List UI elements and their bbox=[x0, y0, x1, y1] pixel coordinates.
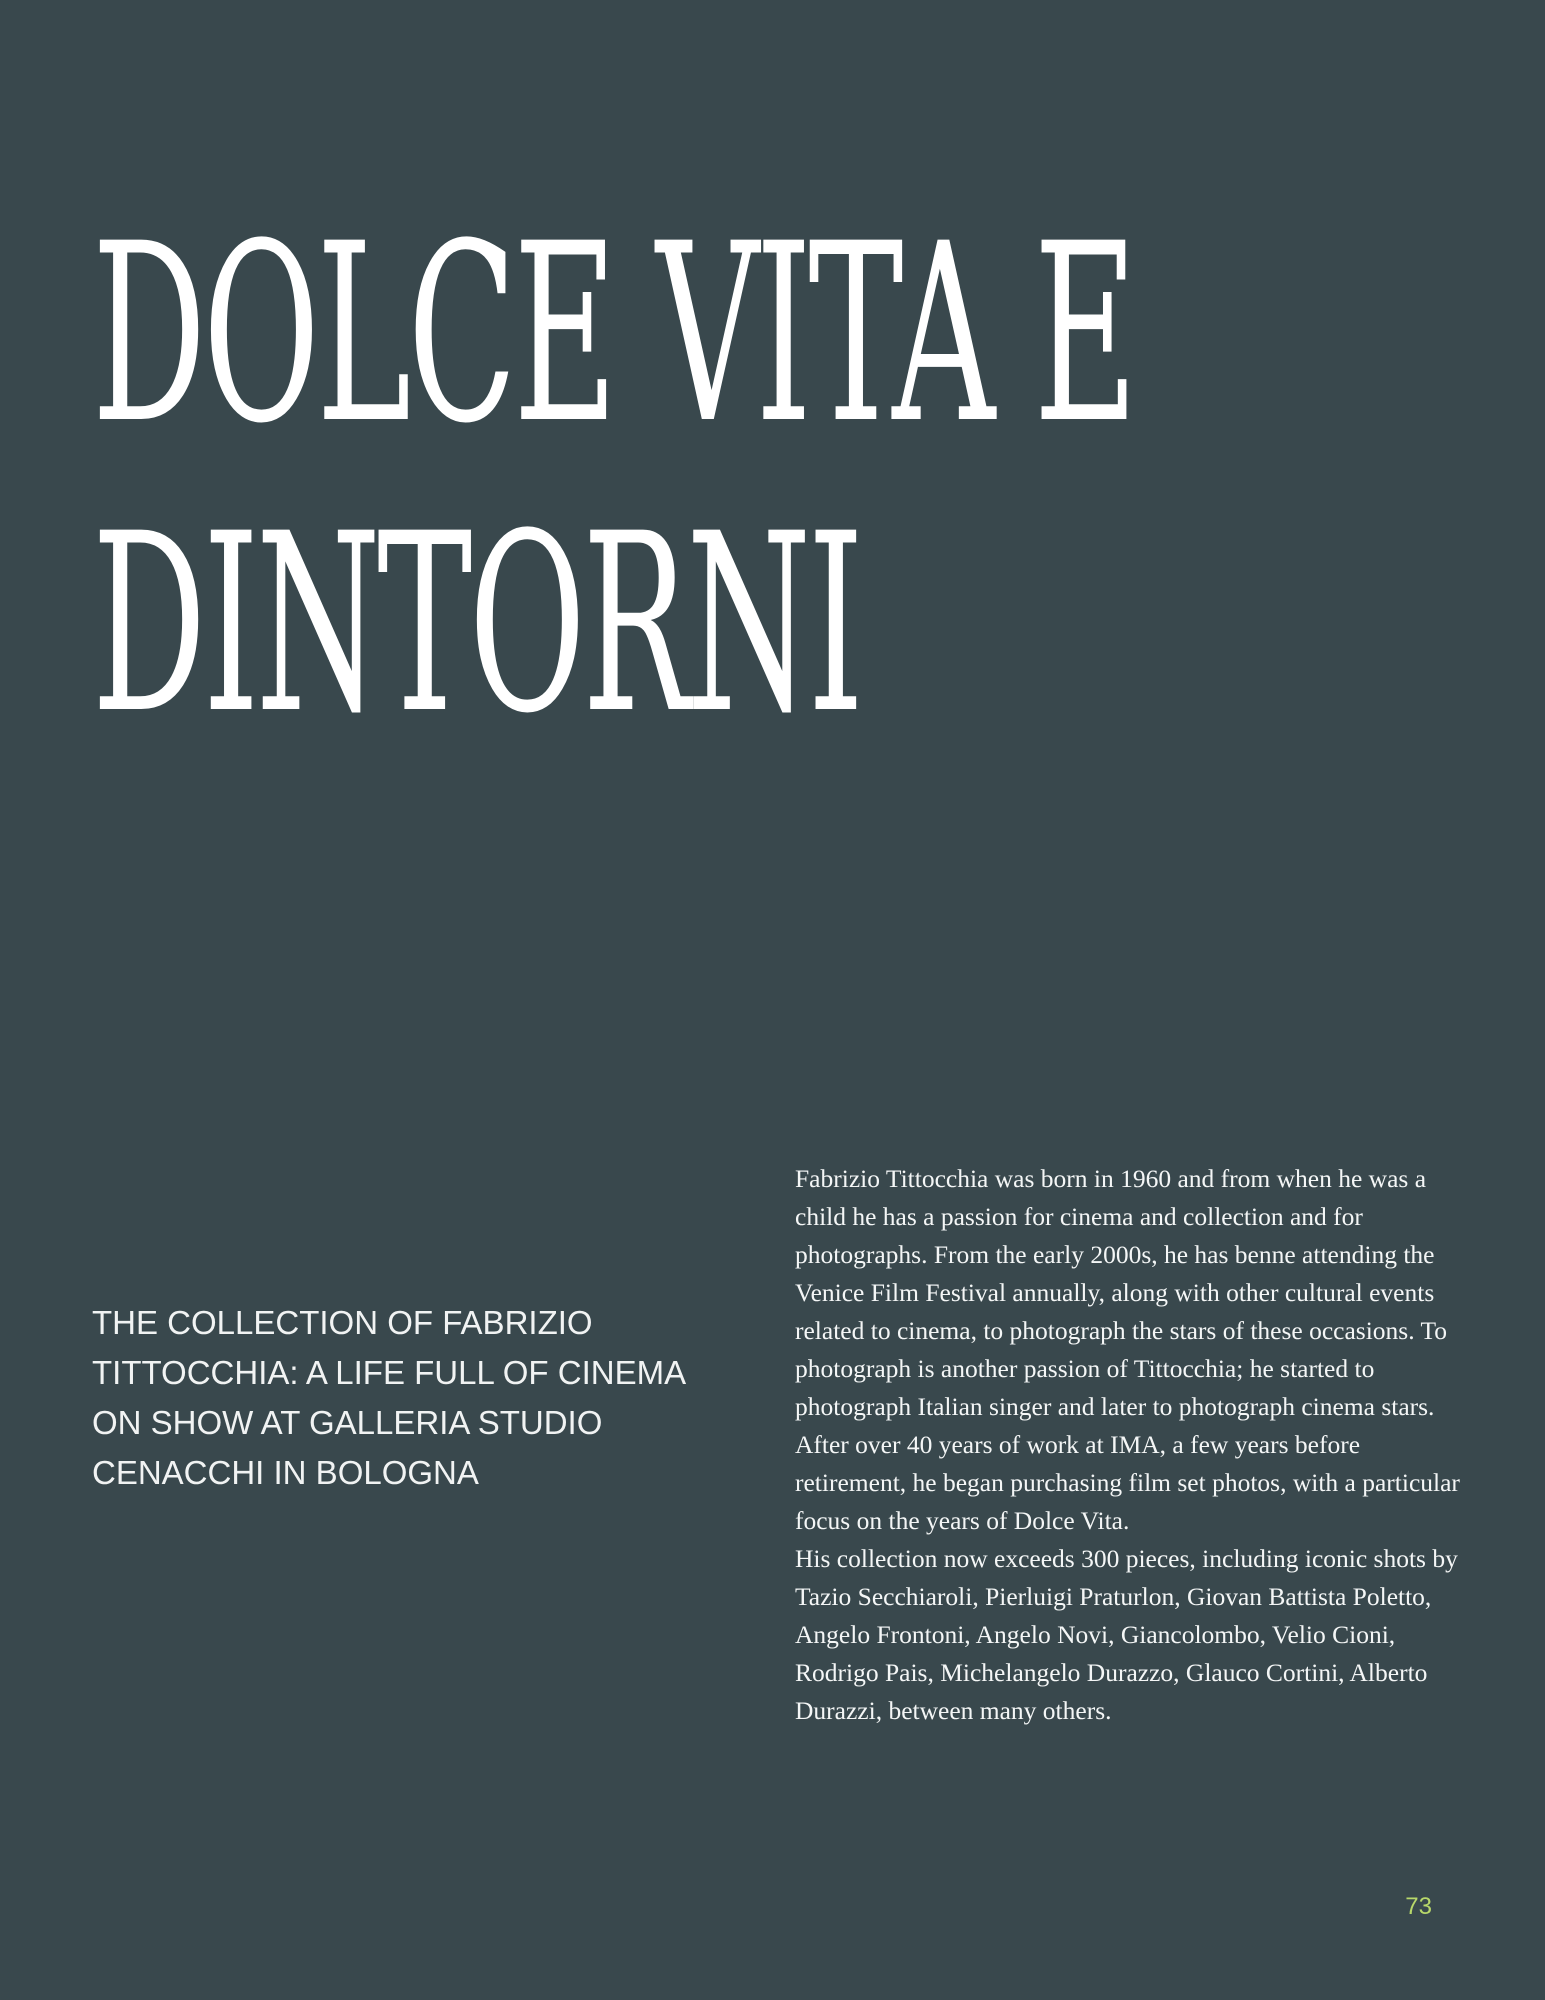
page-number: 73 bbox=[1405, 1893, 1432, 1920]
body-paragraph-2: His collection now exceeds 300 pieces, including iconic shots by Tazio Secchiaroli, Pierluigi Praturlon, Giovan Battista Poletto, Angelo Frontoni, Angelo Novi, Giancolombo, Velio Cioni, Rodrigo Pais, Michelangelo Durazzo, Glauco Cortini, Alberto Durazzi, between many others. bbox=[795, 1544, 1458, 1725]
article-subtitle: THE COLLECTION OF FABRIZIO TITTOCCHIA: A LIFE FULL OF CINEMA ON SHOW AT GALLERIA STUDIO CENACCHI IN BOLOGNA bbox=[92, 1304, 685, 1491]
title-line-1: DOLCE VITA E bbox=[92, 192, 1135, 478]
body-paragraph-1: Fabrizio Tittocchia was born in 1960 and from when he was a child he has a passion for cinema and collection and for photographs. From the early 2000s, he has benne attending the Venice Film Festival annually, along with other cultural events related to cinema, to photograph the stars of these occasions. To photograph is another passion of Tittocchia; he started to photograph Italian singer and later to photograph cinema stars. After over 40 years of work at IMA, a few years before retirement, he began purchasing film set photos, with a particular focus on the years of Dolce Vita. bbox=[795, 1164, 1460, 1535]
page-title bbox=[92, 190, 1134, 770]
title-line-2: DINTORNI bbox=[92, 482, 861, 768]
article-body bbox=[795, 1160, 1465, 1730]
